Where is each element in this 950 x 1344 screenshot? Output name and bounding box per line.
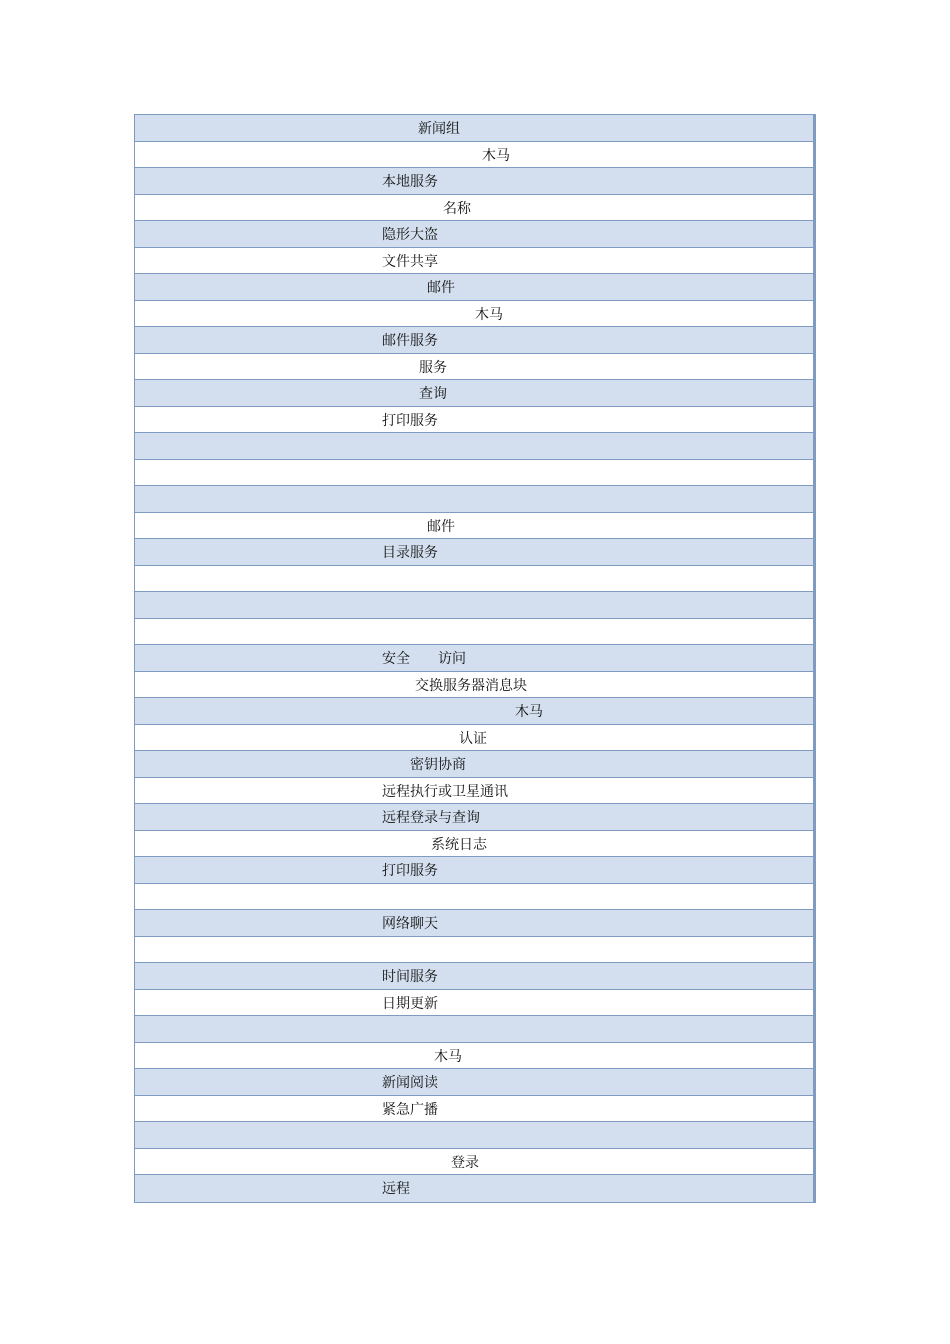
row-text: 新闻组 [418, 121, 460, 137]
table-row [135, 804, 813, 831]
row-text: 远程执行或卫星通讯 [382, 783, 508, 800]
row-text: 密钥协商 [410, 757, 466, 773]
row-text: 隐形大盗 [382, 227, 438, 243]
table-row [135, 248, 813, 275]
table-row [135, 115, 813, 142]
row-text: 紧急广播 [382, 1101, 438, 1118]
table-row [135, 274, 813, 301]
table-row [135, 1016, 813, 1043]
table-row [135, 592, 813, 619]
table-row [135, 1043, 813, 1070]
table-row [135, 1069, 813, 1096]
row-text: 交换服务器消息块 [415, 677, 527, 694]
row-text: 木马 [434, 1048, 462, 1065]
table-row [135, 672, 813, 699]
row-text: 认证 [459, 730, 487, 747]
table-row [135, 168, 813, 195]
row-text: 文件共享 [382, 253, 438, 270]
row-text: 目录服务 [382, 545, 438, 561]
table-row [135, 407, 813, 434]
table-row [135, 645, 813, 672]
row-text: 远程登录与查询 [382, 810, 480, 826]
table-row [135, 990, 813, 1017]
row-text: 服务 [419, 359, 447, 376]
row-text: 系统日志 [431, 836, 487, 853]
table-row [135, 433, 813, 460]
table-row [135, 539, 813, 566]
table-row [135, 1122, 813, 1149]
table-row [135, 566, 813, 593]
table-row [135, 195, 813, 222]
table-row [135, 221, 813, 248]
table-row [135, 857, 813, 884]
table-row [135, 1096, 813, 1123]
row-text: 日期更新 [382, 995, 438, 1012]
table-row [135, 513, 813, 540]
row-text: 时间服务 [382, 969, 438, 985]
row-text: 木马 [515, 704, 543, 720]
table-row [135, 301, 813, 328]
table-row [135, 460, 813, 487]
table-row [135, 619, 813, 646]
row-text: 登录 [451, 1154, 479, 1171]
row-text: 邮件服务 [382, 333, 438, 349]
table-row [135, 751, 813, 778]
table-row [135, 327, 813, 354]
row-text: 邮件 [427, 280, 455, 296]
table-row [135, 937, 813, 964]
table-row [135, 963, 813, 990]
row-text: 安全 访问 [382, 651, 466, 667]
table-row [135, 698, 813, 725]
row-text: 远程 [382, 1181, 410, 1197]
table-row [135, 486, 813, 513]
table-row [135, 1149, 813, 1176]
table-row [135, 142, 813, 169]
table-row [135, 725, 813, 752]
row-text: 名称 [443, 200, 471, 217]
table-row [135, 831, 813, 858]
table-row [135, 884, 813, 911]
row-text: 打印服务 [382, 863, 438, 879]
service-table [134, 114, 816, 1203]
row-text: 本地服务 [382, 174, 438, 190]
row-text: 木马 [482, 147, 510, 164]
row-text: 木马 [475, 306, 503, 323]
table-row [135, 380, 813, 407]
table-row [135, 354, 813, 381]
row-text: 打印服务 [382, 412, 438, 429]
table-row [135, 778, 813, 805]
row-text: 新闻阅读 [382, 1075, 438, 1091]
row-text: 邮件 [427, 518, 455, 535]
row-text: 网络聊天 [382, 916, 438, 932]
table-row [135, 1175, 813, 1202]
row-text: 查询 [419, 386, 447, 402]
table-row [135, 910, 813, 937]
